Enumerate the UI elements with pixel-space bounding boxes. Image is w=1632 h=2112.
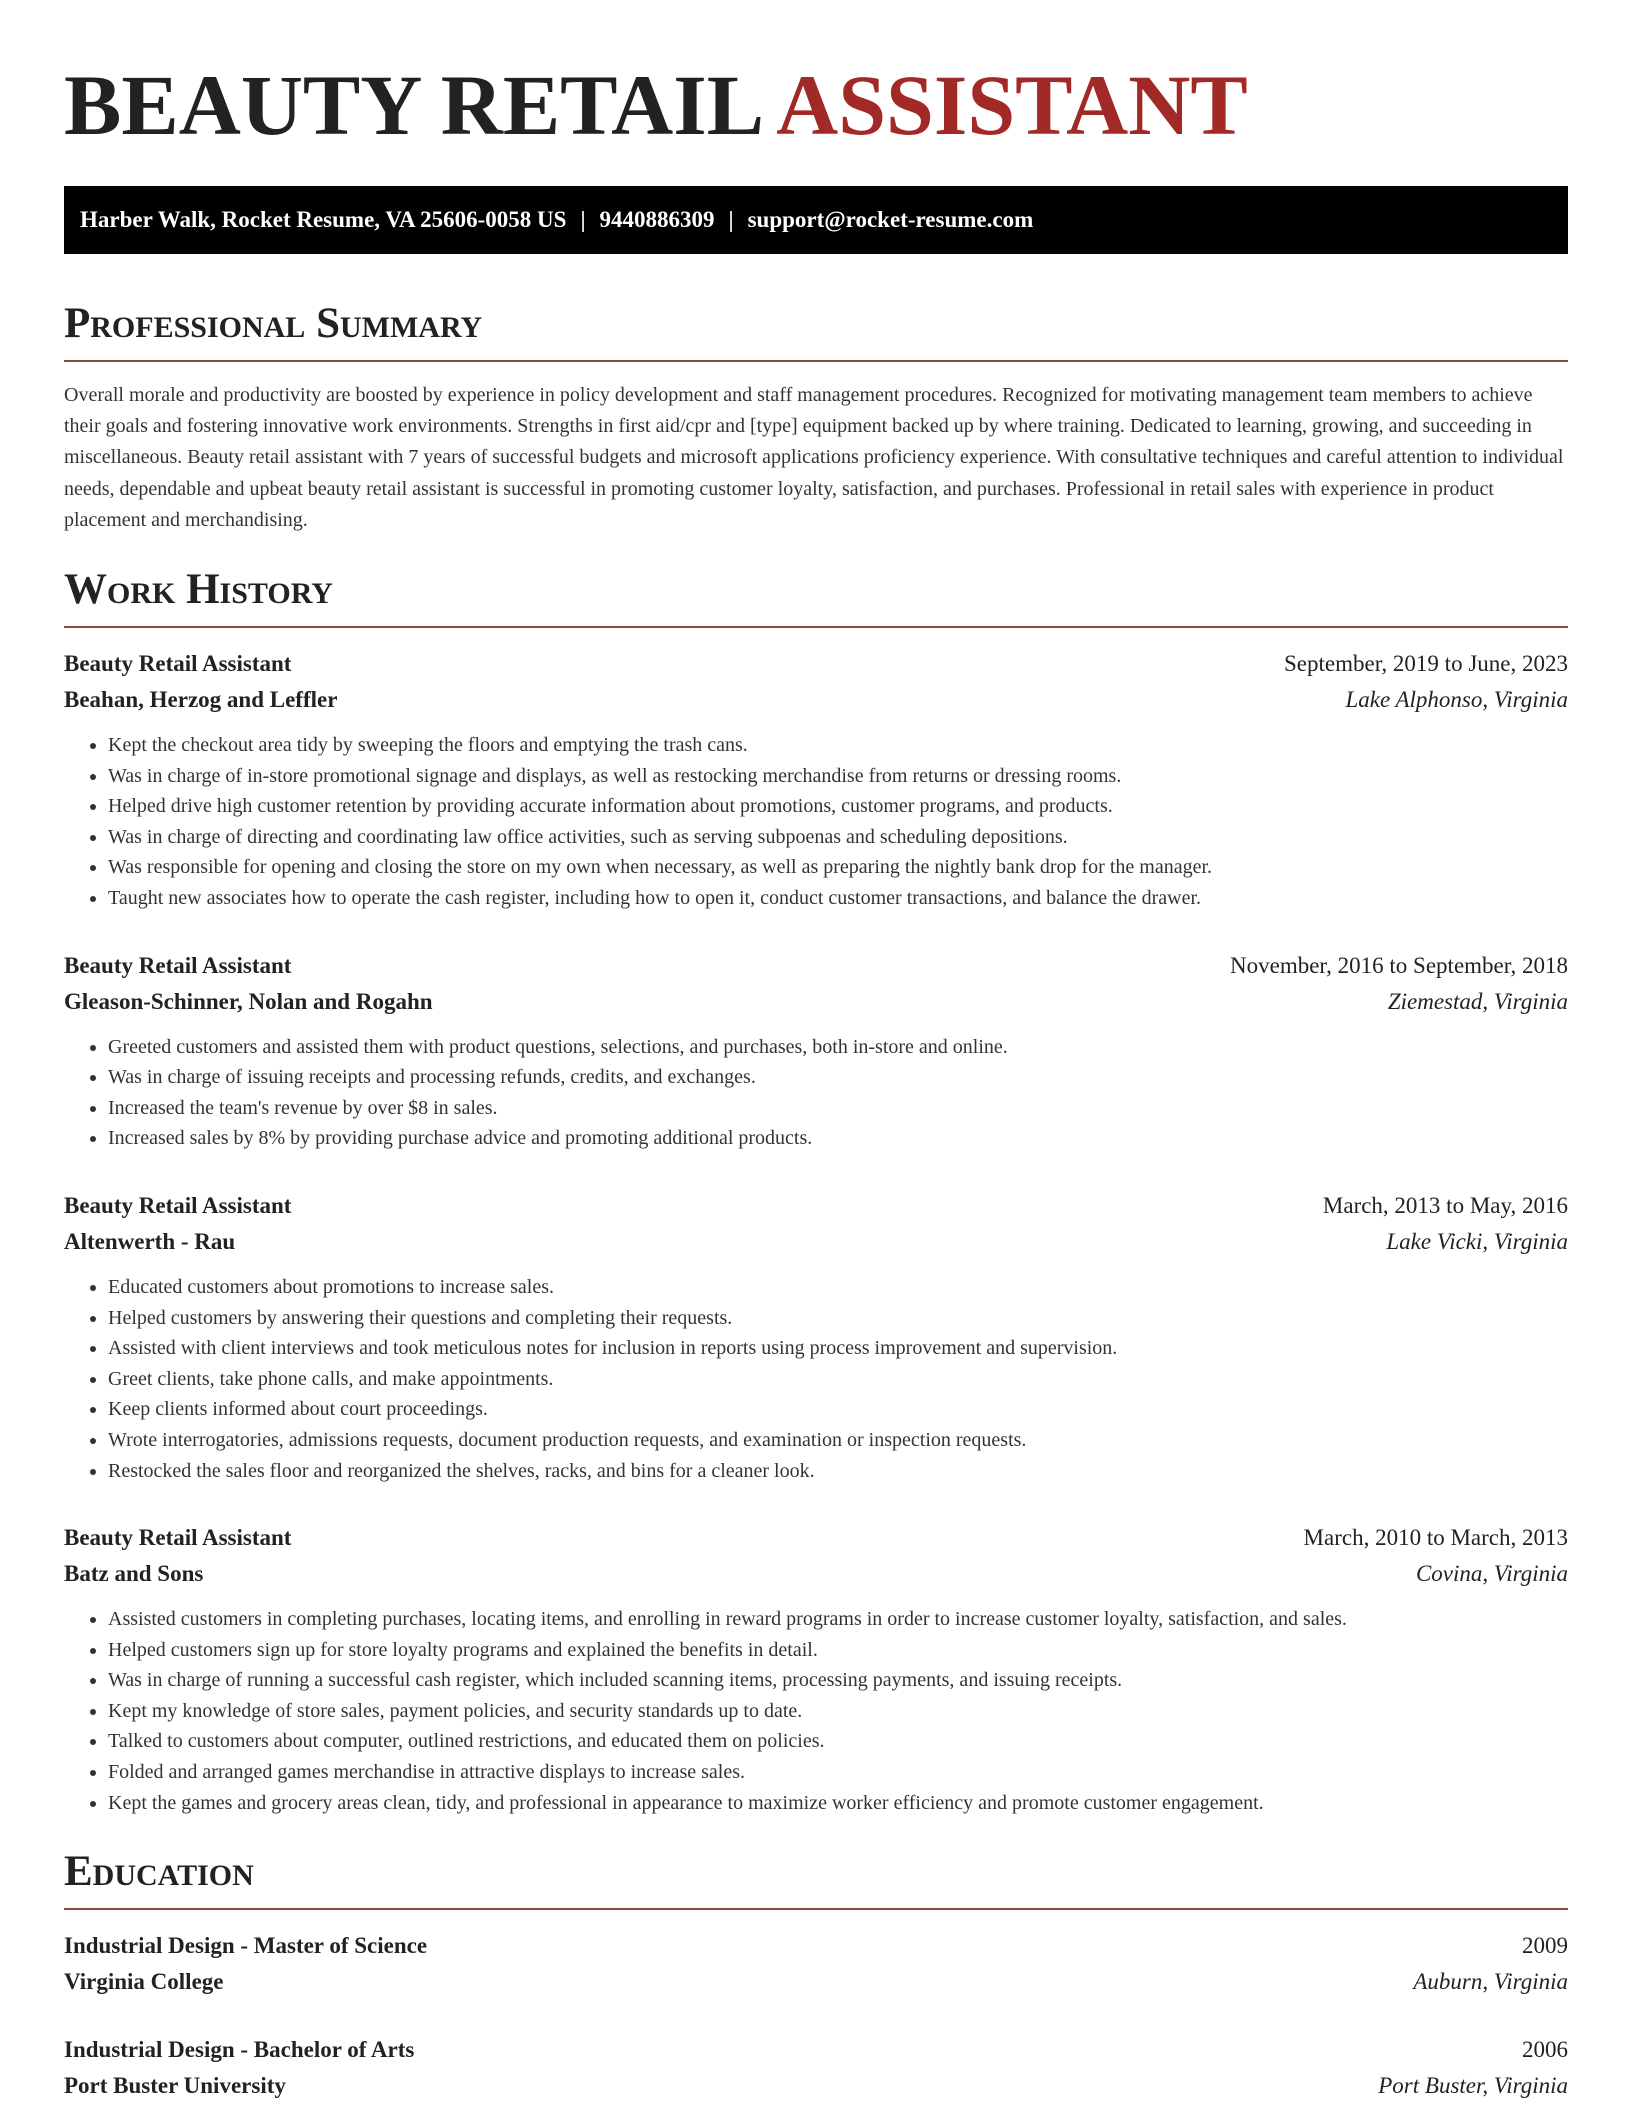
education-degree-row [64, 1928, 1568, 1964]
job-bullet: • Kept the checkout area tidy by sweeping the floors and emptying the trash cans. [108, 730, 1568, 761]
job-bullet: • Increased the team's revenue by over $8 in sales. [108, 1093, 1568, 1124]
job-bullet-list [64, 1032, 1568, 1154]
contact-separator: | [728, 207, 734, 232]
section-divider [64, 626, 1568, 628]
job-bullet-list [64, 730, 1568, 914]
job-entry [64, 1520, 1568, 1818]
job-dates: March, 2013 to May, 2016 [1322, 1192, 1568, 1218]
job-location: Lake Alphonso, Virginia [1345, 687, 1568, 713]
education-heading: Education [64, 1848, 254, 1896]
education-location: Auburn, Virginia [1413, 1969, 1568, 1995]
job-bullet: • Was responsible for opening and closing the store on my own when necessary, as well as preparing the nightly bank drop for the manager. [108, 852, 1568, 883]
education-school: Port Buster University [64, 2073, 286, 2099]
job-company-row [64, 682, 1568, 718]
work-history-heading: Work History [64, 566, 333, 614]
job-entry [64, 646, 1568, 914]
job-location: Ziemestad, Virginia [1387, 988, 1568, 1014]
summary-heading: Professional Summary [64, 300, 483, 347]
job-bullet: • Restocked the sales floor and reorganized the shelves, racks, and bins for a cleaner look. [108, 1456, 1568, 1487]
job-company: Altenwerth - Rau [64, 1228, 236, 1254]
job-bullet: • Keep clients informed about court proceedings. [108, 1394, 1568, 1425]
job-entry [64, 948, 1568, 1154]
resume-name [64, 56, 1568, 154]
job-company: Beahan, Herzog and Leffler [64, 687, 338, 713]
job-bullet: • Taught new associates how to operate the cash register, including how to open it, conduct customer transactions, and balance the drawer. [108, 883, 1568, 914]
job-title-row [64, 1188, 1568, 1224]
summary-section [64, 298, 1568, 536]
education-year: 2009 [1522, 1933, 1568, 1959]
summary-text: Overall morale and productivity are boosted by experience in policy development and staff management procedures. Recognized for motivating management team members to achieve their goals and fostering innovative work environments. Strengths in first aid/cpr and [type] equipment backed up by where training. Dedicated to learning, growing, and succeeding in miscellaneous. Beauty retail assistant with 7 years of successful budgets and microsoft applications proficiency experience. With consultative techniques and careful attention to individual needs, dependable and upbeat beauty retail assistant is successful in promoting customer loyalty, satisfaction, and purchases. Professional in retail sales with experience in product placement and merchandising. [64, 384, 1564, 531]
job-bullet: • Talked to customers about computer, outlined restrictions, and educated them on policies. [108, 1726, 1568, 1757]
name-first-part: BEAUTY RETAIL [64, 57, 760, 153]
job-bullet: • Greeted customers and assisted them with product questions, selections, and purchases, both in-store and online. [108, 1032, 1568, 1063]
work-history-section [64, 564, 1568, 1818]
job-bullet: • Was in charge of directing and coordinating law office activities, such as serving subpoenas and scheduling depositions. [108, 822, 1568, 853]
job-position: Beauty Retail Assistant [64, 651, 292, 677]
job-position: Beauty Retail Assistant [64, 1192, 292, 1218]
job-position: Beauty Retail Assistant [64, 1525, 292, 1551]
education-degree-row [64, 2032, 1568, 2068]
job-bullet: • Increased sales by 8% by providing purchase advice and promoting additional products. [108, 1123, 1568, 1154]
job-company: Gleason-Schinner, Nolan and Rogahn [64, 988, 433, 1014]
job-bullet: • Helped drive high customer retention by providing accurate information about promotions, customer programs, and products. [108, 791, 1568, 822]
job-title-row [64, 948, 1568, 984]
education-degree: Industrial Design - Master of Science [64, 1933, 428, 1959]
job-title-row [64, 646, 1568, 682]
job-bullet: • Wrote interrogatories, admissions requests, document production requests, and examination or inspection requests. [108, 1425, 1568, 1456]
job-company-row [64, 984, 1568, 1020]
education-school: Virginia College [64, 1969, 224, 1995]
contact-separator: | [580, 207, 586, 232]
name-accent-part: ASSISTANT [776, 57, 1248, 153]
section-divider [64, 360, 1568, 362]
job-bullet: • Helped customers sign up for store loyalty programs and explained the benefits in detail. [108, 1635, 1568, 1666]
job-location: Lake Vicki, Virginia [1386, 1228, 1568, 1254]
education-location: Port Buster, Virginia [1378, 2073, 1568, 2099]
education-entry [64, 1928, 1568, 2000]
job-company-row [64, 1556, 1568, 1592]
section-divider [64, 1908, 1568, 1910]
contact-phone[interactable]: 9440886309 [599, 207, 715, 232]
job-bullet: • Was in charge of in-store promotional signage and displays, as well as restocking merchandise from returns or dressing rooms. [108, 761, 1568, 792]
job-bullet: • Educated customers about promotions to increase sales. [108, 1272, 1568, 1303]
job-dates: November, 2016 to September, 2018 [1230, 952, 1568, 978]
job-location: Covina, Virginia [1415, 1561, 1568, 1587]
contact-email[interactable]: support@rocket-resume.com [747, 207, 1034, 232]
job-bullet: • Was in charge of running a successful cash register, which included scanning items, processing payments, and issuing receipts. [108, 1665, 1568, 1696]
job-bullet: • Kept my knowledge of store sales, payment policies, and security standards up to date. [108, 1696, 1568, 1727]
education-year: 2006 [1522, 2037, 1568, 2063]
contact-address: Harber Walk, Rocket Resume, VA 25606-0058 US [80, 207, 567, 232]
education-school-row [64, 1964, 1568, 2000]
job-company-row [64, 1224, 1568, 1260]
job-bullet: • Kept the games and grocery areas clean, tidy, and professional in appearance to maximize worker efficiency and promote customer engagement. [108, 1788, 1568, 1819]
education-school-row [64, 2068, 1568, 2104]
contact-bar [64, 186, 1568, 254]
job-bullet: • Folded and arranged games merchandise in attractive displays to increase sales. [108, 1757, 1568, 1788]
job-bullet-list [64, 1604, 1568, 1818]
job-bullet-list [64, 1272, 1568, 1486]
job-title-row [64, 1520, 1568, 1556]
job-entry [64, 1188, 1568, 1486]
education-entry [64, 2032, 1568, 2104]
job-bullet: • Helped customers by answering their questions and completing their requests. [108, 1303, 1568, 1334]
education-section [64, 1846, 1568, 2104]
job-bullet: • Assisted customers in completing purchases, locating items, and enrolling in reward programs in order to increase customer loyalty, satisfaction, and sales. [108, 1604, 1568, 1635]
job-company: Batz and Sons [64, 1561, 204, 1587]
job-bullet: • Was in charge of issuing receipts and processing refunds, credits, and exchanges. [108, 1062, 1568, 1093]
education-degree: Industrial Design - Bachelor of Arts [64, 2037, 415, 2063]
job-dates: March, 2010 to March, 2013 [1303, 1525, 1568, 1551]
job-bullet: • Greet clients, take phone calls, and make appointments. [108, 1364, 1568, 1395]
job-dates: September, 2019 to June, 2023 [1284, 651, 1568, 677]
job-position: Beauty Retail Assistant [64, 952, 292, 978]
job-bullet: • Assisted with client interviews and took meticulous notes for inclusion in reports using process improvement and supervision. [108, 1333, 1568, 1364]
